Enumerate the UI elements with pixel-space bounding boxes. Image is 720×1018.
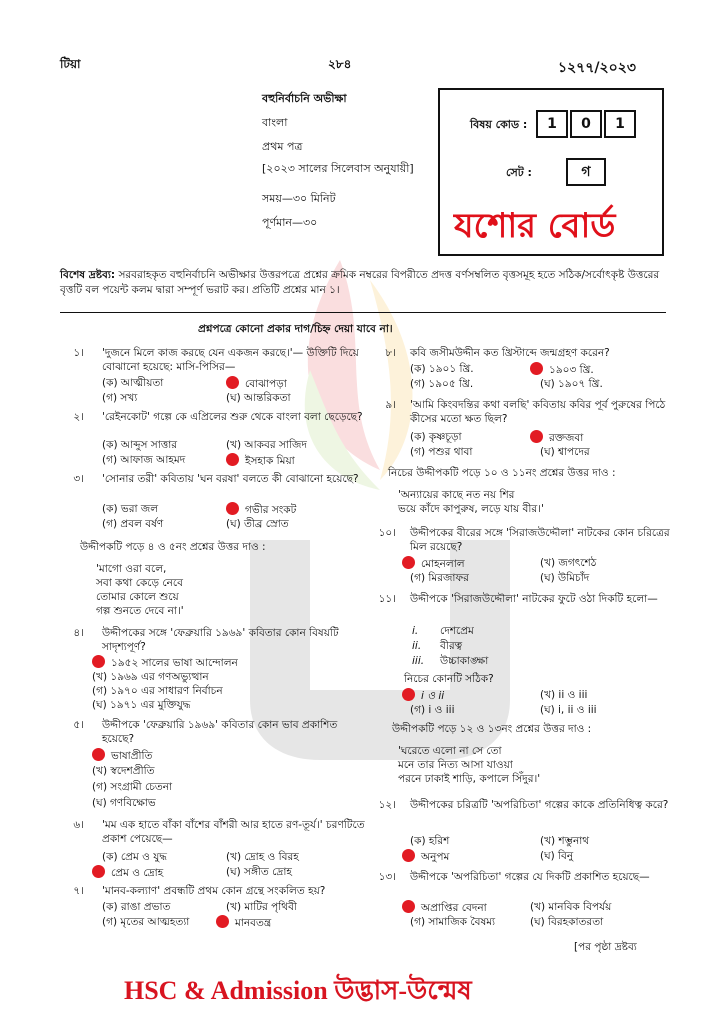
item-number: i. <box>412 625 419 637</box>
option-label: প্রেম ও দ্রোহ <box>111 867 164 879</box>
option-d: (ঘ) বিনু <box>540 850 574 862</box>
answer-dot <box>402 688 415 701</box>
notice-warning: প্রশ্নপত্রে কোনো প্রকার দাগ/চিহ্ন দেয়া যাবে না। <box>198 323 393 335</box>
option-d-answer <box>216 915 271 930</box>
exam-subject: বাংলা <box>262 116 288 129</box>
option-a-answer <box>92 748 152 763</box>
option-c: (গ) সংগ্রামী চেতনা <box>92 781 173 793</box>
next-page-note: [পর পৃষ্ঠা দ্রষ্টব্য <box>574 941 637 953</box>
set-label: সেট : <box>506 166 532 179</box>
exam-marks: পূর্ণমান—৩০ <box>262 216 318 229</box>
question-number: ৩। <box>73 473 84 485</box>
question-text: উদ্দীপকের সঙ্গে 'ফেব্রুয়ারি ১৯৬৯' কবিতার কোন বিষয়টি সাদৃশ্যপূর্ণ? <box>102 627 339 653</box>
stimulus-intro: উদ্দীপকটি পড়ে ৪ ও ৫নং প্রশ্নের উত্তর দাও : <box>80 541 266 553</box>
option-d: (ঘ) গণবিক্ষোভ <box>92 797 156 809</box>
divider <box>60 312 666 313</box>
header-right: ১২৭৭/২০২৩ <box>558 60 636 76</box>
option-d: (ঘ) ১৯৭১ এর মুক্তিযুদ্ধ <box>92 699 191 711</box>
answer-dot <box>226 453 239 466</box>
option-label: রক্তজবা <box>549 432 584 444</box>
question-ask: নিচের কোনটি সঠিক? <box>404 673 494 685</box>
question-number: ১২। <box>378 799 396 811</box>
option-c: (গ) ১৯৭০ এর সাধারণ নির্বাচন <box>92 685 223 697</box>
option-d: (ঘ) তীব্র স্রোত <box>226 518 289 530</box>
stimulus-line: গল্প শুনতে দেবে না।' <box>96 605 184 617</box>
item-text: বীরত্ব <box>440 640 463 652</box>
code-digit: 1 <box>604 110 636 138</box>
option-b: (খ) শম্ভুনাথ <box>540 835 590 847</box>
board-name: যশোর বোর্ড <box>454 206 616 246</box>
option-b: (খ) মাটির পৃথিবী <box>226 901 297 913</box>
option-label: বোঝাপড়া <box>245 378 287 390</box>
option-label: ১৯৫২ সালের ভাষা আন্দোলন <box>111 657 238 669</box>
option-b: (খ) জগৎশেঠ <box>540 557 597 569</box>
exam-title: বহুনির্বাচনি অভীক্ষা <box>262 92 347 105</box>
question-number: ৭। <box>73 885 84 897</box>
question-text: 'দুজনে মিলে কাজ করছে যেন একজন করছে।'— উক্তিটি দিয়ে বোঝানো হয়েছে: মাসি-পিসির— <box>102 347 359 373</box>
exam-syllabus: [২০২৩ সালের সিলেবাস অনুযায়ী] <box>262 162 414 175</box>
question-number: ৪। <box>73 627 84 639</box>
option-a: (ক) হরিশ <box>410 835 450 847</box>
option-c: (গ) মৃতের আত্মহত্যা <box>102 916 190 928</box>
question-number: ১৩। <box>378 871 396 883</box>
exam-paper: প্রথম পত্র <box>262 140 303 153</box>
option-a: (ক) ১৯০১ খ্রি. <box>410 363 474 375</box>
question-text: উদ্দীপকের চরিত্রটি 'অপরিচিতা' গল্পের কাকে প্রতিনিধিত্ব করে? <box>410 799 669 811</box>
option-b: (খ) স্বদেশপ্রীতি <box>92 765 155 777</box>
option-label: অনুপম <box>421 851 450 863</box>
option-label: গভীর সংকট <box>245 504 297 516</box>
option-label: মানবতন্ত্র <box>235 917 272 929</box>
option-b: (খ) দ্রোহ ও বিরহ <box>226 851 299 863</box>
option-a: (ক) রাঙা প্রভাত <box>102 901 171 913</box>
answer-dot <box>402 849 415 862</box>
option-c: (গ) প্রবল বর্ষণ <box>102 518 164 530</box>
option-d: (ঘ) ১৯০৭ খ্রি. <box>540 378 603 390</box>
footer-brand <box>124 970 472 1014</box>
question-number: ১১। <box>378 593 396 605</box>
stimulus-line: 'অন্যায়ের কাছে নত নয় শির <box>398 489 515 501</box>
answer-dot <box>92 865 105 878</box>
question-text: উদ্দীপকে 'ফেব্রুয়ারি ১৯৬৯' কবিতার কোন ভাব প্রকাশিত হয়েছে? <box>102 719 338 745</box>
question-text: 'মানব-কল্যাণ' প্রবন্ধটি প্রথম কোন গ্রন্থে সংকলিত হয়? <box>102 885 326 897</box>
question-text: 'মম এক হাতে বাঁকা বাঁশের বাঁশরী আর হাতে রণ-তূর্য।' চরণটিতে প্রকাশ পেয়েছে— <box>102 819 365 845</box>
question-number: ৮। <box>385 347 396 359</box>
answer-dot <box>402 900 415 913</box>
option-a: (ক) আব্দুস সাত্তার <box>102 439 178 451</box>
option-c: (গ) পশুর থাবা <box>410 446 473 458</box>
option-c: (গ) মিরজাফর <box>410 572 469 584</box>
stimulus-line: ভয়ে কাঁদে কাপুরুষ, লড়ে যায় বীর।' <box>398 503 544 515</box>
option-a: (ক) কৃষ্ণচূড়া <box>410 431 462 443</box>
stimulus-line: পরনে ঢাকাই শাড়ি, কপালে সিঁদুর।' <box>398 773 541 785</box>
question-text: 'সোনার তরী' কবিতায় 'ঘন বরষা' বলতে কী বোঝানো হয়েছে? <box>102 473 359 485</box>
footer-english: HSC & Admission <box>124 976 328 1005</box>
option-d: (ঘ) শ্বাপদের <box>540 446 590 458</box>
option-d: (ঘ) সঙ্গীত দ্রোহ <box>226 866 292 878</box>
stimulus-line: সবা কথা কেড়ে নেবে <box>96 577 183 589</box>
question-number: ১। <box>73 347 84 359</box>
answer-dot <box>226 502 239 515</box>
option-a-answer <box>402 556 465 571</box>
code-digit: 0 <box>570 110 602 138</box>
answer-dot <box>92 655 105 668</box>
item-number: ii. <box>412 640 422 652</box>
option-label: i ও ii <box>421 690 445 702</box>
notice <box>60 268 666 298</box>
option-d-answer <box>226 453 295 468</box>
option-c-answer <box>402 849 449 864</box>
stimulus-line: 'মাগো ওরা বলে, <box>96 563 167 575</box>
option-b: (খ) ১৯৬৯ এর গণঅভ্যুত্থান <box>92 671 209 683</box>
option-b: (খ) ii ও iii <box>540 689 588 701</box>
option-label: অপ্রাপ্তির বেদনা <box>421 902 487 914</box>
option-label: ১৯০৩ খ্রি. <box>549 364 594 376</box>
question-number: ২। <box>73 411 84 423</box>
stimulus-line: মনে তার নিত্য আসা যাওয়া <box>398 759 513 771</box>
item-text: দেশপ্রেম <box>440 625 474 637</box>
question-text: উদ্দীপকে 'সিরাজউদ্দৌলা' নাটকের ফুটে ওঠা দিকটি হলো— <box>410 593 658 605</box>
stimulus-intro: নিচের উদ্দীপকটি পড়ে ১০ ও ১১নং প্রশ্নের উত্তর দাও : <box>388 467 616 479</box>
footer-bangla: উদ্ভাস-উন্মেষ <box>334 976 472 1005</box>
option-d: (ঘ) i, ii ও iii <box>540 704 597 716</box>
code-digit: 1 <box>536 110 568 138</box>
option-a-answer <box>402 900 487 915</box>
exam-time: সময়—৩০ মিনিট <box>262 192 336 205</box>
option-c: (গ) i ও iii <box>410 704 455 716</box>
question-number: ১০। <box>378 527 396 539</box>
answer-dot <box>92 748 105 761</box>
option-a-answer <box>92 655 238 670</box>
option-c: (গ) সখ্য <box>102 392 138 404</box>
option-b-answer <box>530 362 594 377</box>
answer-dot <box>216 915 229 928</box>
notice-label: বিশেষ দ্রষ্টব্য: <box>60 269 116 281</box>
stimulus-line: তোমার কোলে শুয়ে <box>96 591 179 603</box>
stimulus-line: 'ঘরেতে এলো না সে তো <box>398 745 502 757</box>
question-text: কবি জসীমউদ্দীন কত খ্রিস্টাব্দে জন্মগ্রহণ করেন? <box>410 347 610 359</box>
option-a-answer <box>402 688 444 703</box>
option-d: (ঘ) আন্তরিকতা <box>226 392 291 404</box>
question-text: উদ্দীপকের বীরের সঙ্গে 'সিরাজউদ্দৌলা' নাটকের কোন চরিত্রের মিল রয়েছে? <box>410 527 670 553</box>
item-number: iii. <box>412 655 425 667</box>
subject-code-box <box>438 88 664 256</box>
option-b-answer <box>530 430 583 445</box>
option-c-answer <box>92 865 163 880</box>
page-number: ২৮৪ <box>328 57 352 71</box>
option-label: মোহনলাল <box>421 558 465 570</box>
item-text: উচ্চাকাঙ্ক্ষা <box>440 655 489 667</box>
option-c: (গ) আফাজ আহমদ <box>102 454 186 466</box>
option-b-answer <box>226 502 296 517</box>
answer-dot <box>530 430 543 443</box>
option-d: (ঘ) উমিচাঁদ <box>540 572 590 584</box>
set-value: গ <box>566 158 606 186</box>
option-a: (ক) ভরা জল <box>102 503 159 515</box>
option-label: ভাষাপ্রীতি <box>111 750 153 762</box>
option-d: (ঘ) বিরহকাতরতা <box>530 916 604 928</box>
question-number: ৫। <box>73 719 84 731</box>
option-c: (গ) ১৯০৫ খ্রি. <box>410 378 474 390</box>
question-text: উদ্দীপকে 'অপরিচিতা' গল্পের যে দিকটি প্রকাশিত হয়েছে— <box>410 871 650 883</box>
option-a: (ক) আত্মীয়তা <box>102 377 164 389</box>
subject-code-label: বিষয় কোড : <box>470 118 528 131</box>
answer-dot <box>530 362 543 375</box>
option-label: ইসহাক মিয়া <box>245 455 295 467</box>
header-left: টিয়া <box>60 57 81 71</box>
question-number: ৯। <box>385 399 396 411</box>
notice-text: সরবরাহকৃত বহুনির্বাচনি অভীক্ষার উত্তরপত্রে প্রশ্নের ক্রমিক নম্বরের বিপরীতে প্রদত্ত বর্ণসম্বলিত বৃত্তসমূহ হতে সঠিক/সর্বোৎকৃষ্ট উত্তরের বৃত্তটি বল পয়েন্ট কলম দ্বারা সম্পূর্ণ ভরাট কর। প্রতিটি প্রশ্নের মান ১। <box>60 269 660 296</box>
question-text: 'আমি কিংবদন্তির কথা বলছি' কবিতায় কবির পূর্ব পুরুষের পিঠে কীসের মতো ক্ষত ছিল? <box>410 399 666 425</box>
question-text: 'রেইনকোট' গল্পে কে এপ্রিলের শুরু থেকে বাংলা বলা ছেড়েছে? <box>102 411 363 423</box>
option-c: (গ) সামাজিক বৈষম্য <box>410 916 496 928</box>
option-b-answer <box>226 376 287 391</box>
answer-dot <box>402 556 415 569</box>
stimulus-intro: উদ্দীপকটি পড়ে ১২ ও ১৩নং প্রশ্নের উত্তর দাও : <box>392 723 592 735</box>
answer-dot <box>226 376 239 389</box>
option-b: (খ) মানবিক বিপর্যয় <box>530 901 612 913</box>
option-a: (ক) প্রেম ও যুদ্ধ <box>102 851 167 863</box>
subject-code-cells <box>534 110 636 138</box>
option-b: (খ) আকবর সাজিদ <box>226 439 307 451</box>
question-number: ৬। <box>73 819 84 831</box>
